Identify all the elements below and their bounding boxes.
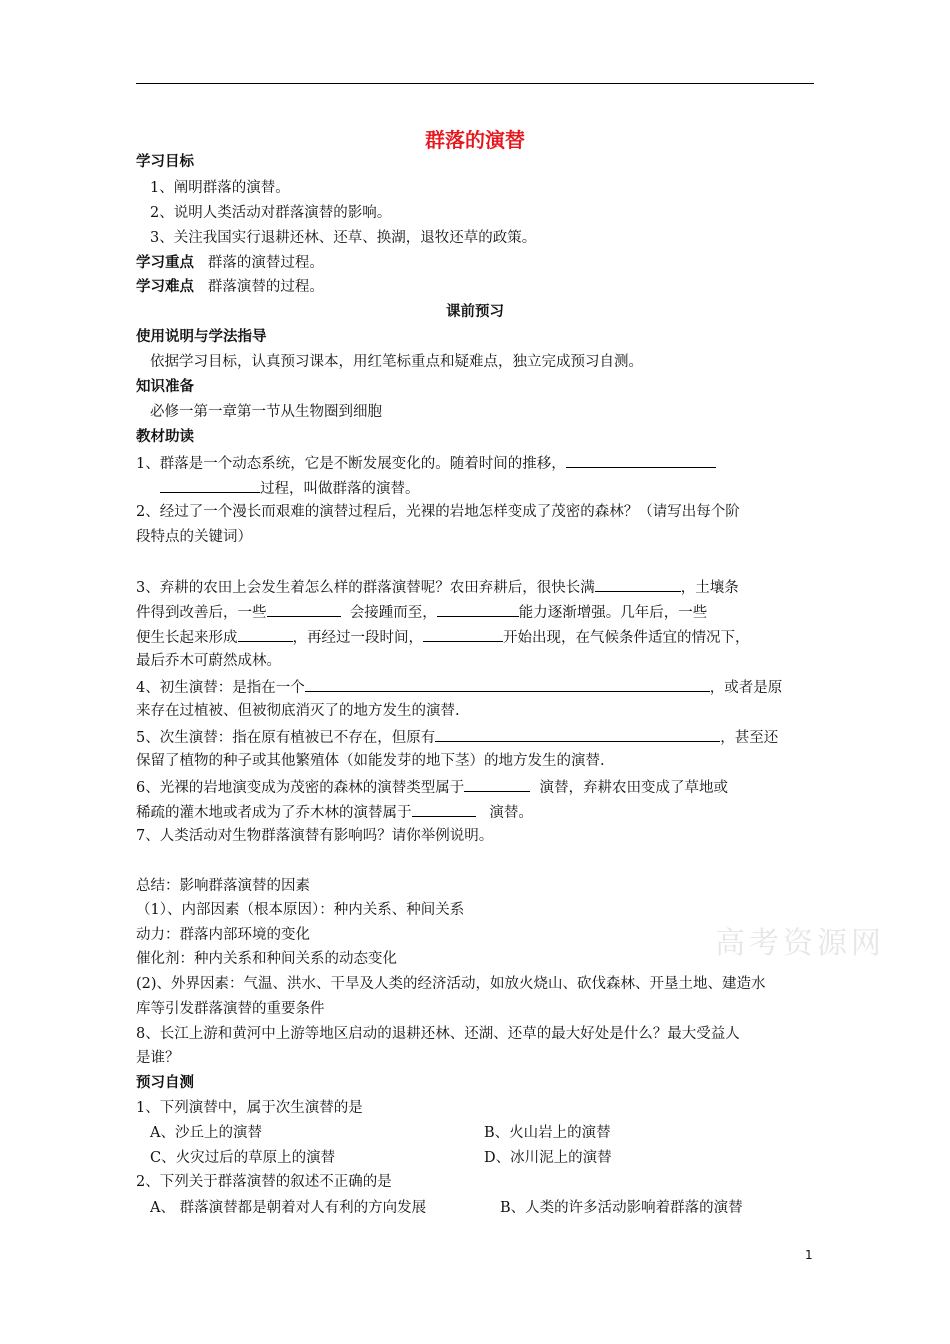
knowledge-text: 必修一第一章第一节从生物圈到细胞 [150, 404, 382, 420]
selftest-question: 2、下列关于群落演替的叙述不正确的是 [136, 1174, 392, 1190]
question-text: 过程，叫做群落的演替。 [260, 481, 420, 497]
question-text: ，或者是原 [709, 680, 783, 696]
goal-item: 3、关注我国实行退耕还林、还草、换湖，退牧还草的政策。 [150, 230, 537, 246]
answer-blank[interactable] [435, 726, 720, 742]
question-4-cont: 来存在过植被、但被彻底消灭了的地方发生的演替. [136, 703, 460, 719]
option-a: A、沙丘上的演替 [150, 1125, 262, 1141]
difficulty-line [136, 277, 324, 297]
question-8: 8、长江上游和黄河中上游等地区启动的退耕还林、还湖、还草的最大好处是什么？最大受益人 [136, 1026, 740, 1042]
option-b: B、火山岩上的演替 [484, 1125, 611, 1141]
question-text: 件得到改善后，一些 [136, 605, 267, 621]
question-text: 会接踵而至， [349, 605, 437, 621]
answer-blank[interactable] [305, 676, 710, 692]
question-3-cont [136, 601, 707, 623]
answer-blank[interactable] [160, 477, 260, 493]
answer-blank[interactable] [412, 801, 476, 817]
question-text: 稀疏的灌木地或者成为了乔木林的演替属于 [136, 805, 412, 821]
knowledge-heading: 知识准备 [136, 379, 194, 395]
page-number: 1 [805, 1248, 813, 1262]
summary-line: （1）、内部因素（根本原因）：种内关系、种间关系 [136, 902, 465, 918]
question-text: ，甚至还 [720, 730, 779, 746]
question-text: 能力逐渐增强。几年后，一些 [518, 605, 708, 621]
question-1-cont [160, 477, 420, 499]
option-c: C、火灾过后的草原上的演替 [150, 1150, 336, 1166]
question-2: 2、经过了一个漫长而艰难的演替过程后，光裸的岩地怎样变成了茂密的森林？（请写出每个阶 [136, 504, 740, 520]
question-2-cont: 段特点的关键词） [136, 529, 252, 545]
summary-line: 动力：群落内部环境的变化 [136, 927, 310, 943]
selftest-question: 1、下列演替中，属于次生演替的是 [136, 1100, 363, 1116]
question-text: 1、群落是一个动态系统，它是不断发展变化的。随着时间的推移， [136, 456, 566, 472]
summary-line: (2)、外界因素：气温、洪水、干旱及人类的经济活动，如放火烧山、砍伐森林、开垦土地、建造水 [136, 976, 766, 992]
reading-heading: 教材助读 [136, 429, 194, 445]
question-6-cont [136, 801, 533, 823]
difficulty-text: 群落演替的过程。 [207, 279, 324, 295]
question-text: ，土壤条 [680, 580, 739, 596]
focus-line [136, 253, 324, 273]
question-3 [136, 576, 739, 598]
option-a: A、 群落演替都是朝着对人有利的方向发展 [150, 1200, 427, 1216]
option-b: B、人类的许多活动影响着群落的演替 [500, 1200, 743, 1216]
question-text: 开始出现，在气候条件适宜的情况下， [503, 630, 750, 646]
option-d: D、冰川泥上的演替 [484, 1150, 612, 1166]
answer-blank[interactable] [238, 626, 293, 642]
preview-heading: 课前预习 [446, 304, 504, 320]
question-1 [136, 452, 716, 474]
summary-line: 库等引发群落演替的重要条件 [136, 1001, 325, 1017]
question-text: ，再经过一段时间， [292, 630, 423, 646]
goals-heading: 学习目标 [136, 154, 194, 170]
answer-blank[interactable] [423, 626, 503, 642]
answer-blank[interactable] [595, 576, 681, 592]
summary-line: 总结：影响群落演替的因素 [136, 878, 310, 894]
question-text: 便生长起来形成 [136, 630, 238, 646]
question-3-cont [136, 626, 750, 648]
question-text: 5、次生演替：指在原有植被已不存在，但原有 [136, 730, 436, 746]
focus-heading: 学习重点 [136, 255, 194, 271]
question-6 [136, 776, 728, 798]
answer-blank[interactable] [566, 452, 716, 468]
goal-item: 2、说明人类活动对群落演替的影响。 [150, 205, 392, 221]
selftest-heading: 预习自测 [136, 1075, 194, 1091]
page-title: 群落的演替 [425, 128, 525, 152]
question-text: 6、光裸的岩地演变成为茂密的森林的演替类型属于 [136, 780, 465, 796]
question-7: 7、人类活动对生物群落演替有影响吗？请你举例说明。 [136, 828, 494, 844]
question-5-cont: 保留了植物的种子或其他繁殖体（如能发芽的地下茎）的地方发生的演替. [136, 753, 605, 769]
usage-text: 依据学习目标，认真预习课本，用红笔标重点和疑难点，独立完成预习自测。 [150, 354, 643, 370]
question-text: 演替。 [489, 805, 533, 821]
question-text: 演替，弃耕农田变成了草地或 [539, 780, 728, 796]
summary-line: 催化剂：种内关系和种间关系的动态变化 [136, 951, 397, 967]
question-5 [136, 726, 778, 748]
answer-blank[interactable] [437, 601, 519, 617]
question-3-cont: 最后乔木可蔚然成林。 [136, 653, 281, 669]
question-text: 3、弃耕的农田上会发生着怎么样的群落演替呢？农田弃耕后，很快长满 [136, 580, 595, 596]
question-4 [136, 676, 782, 698]
goal-item: 1、阐明群落的演替。 [150, 180, 290, 196]
answer-blank[interactable] [267, 601, 341, 617]
question-text: 4、初生演替：是指在一个 [136, 680, 305, 696]
focus-text: 群落的演替过程。 [207, 255, 324, 271]
usage-heading: 使用说明与学法指导 [136, 329, 267, 345]
watermark: 高考资源网 [715, 926, 885, 961]
answer-blank[interactable] [464, 776, 530, 792]
header-rule [136, 83, 814, 84]
question-8-cont: 是谁？ [136, 1050, 180, 1066]
difficulty-heading: 学习难点 [136, 279, 194, 295]
